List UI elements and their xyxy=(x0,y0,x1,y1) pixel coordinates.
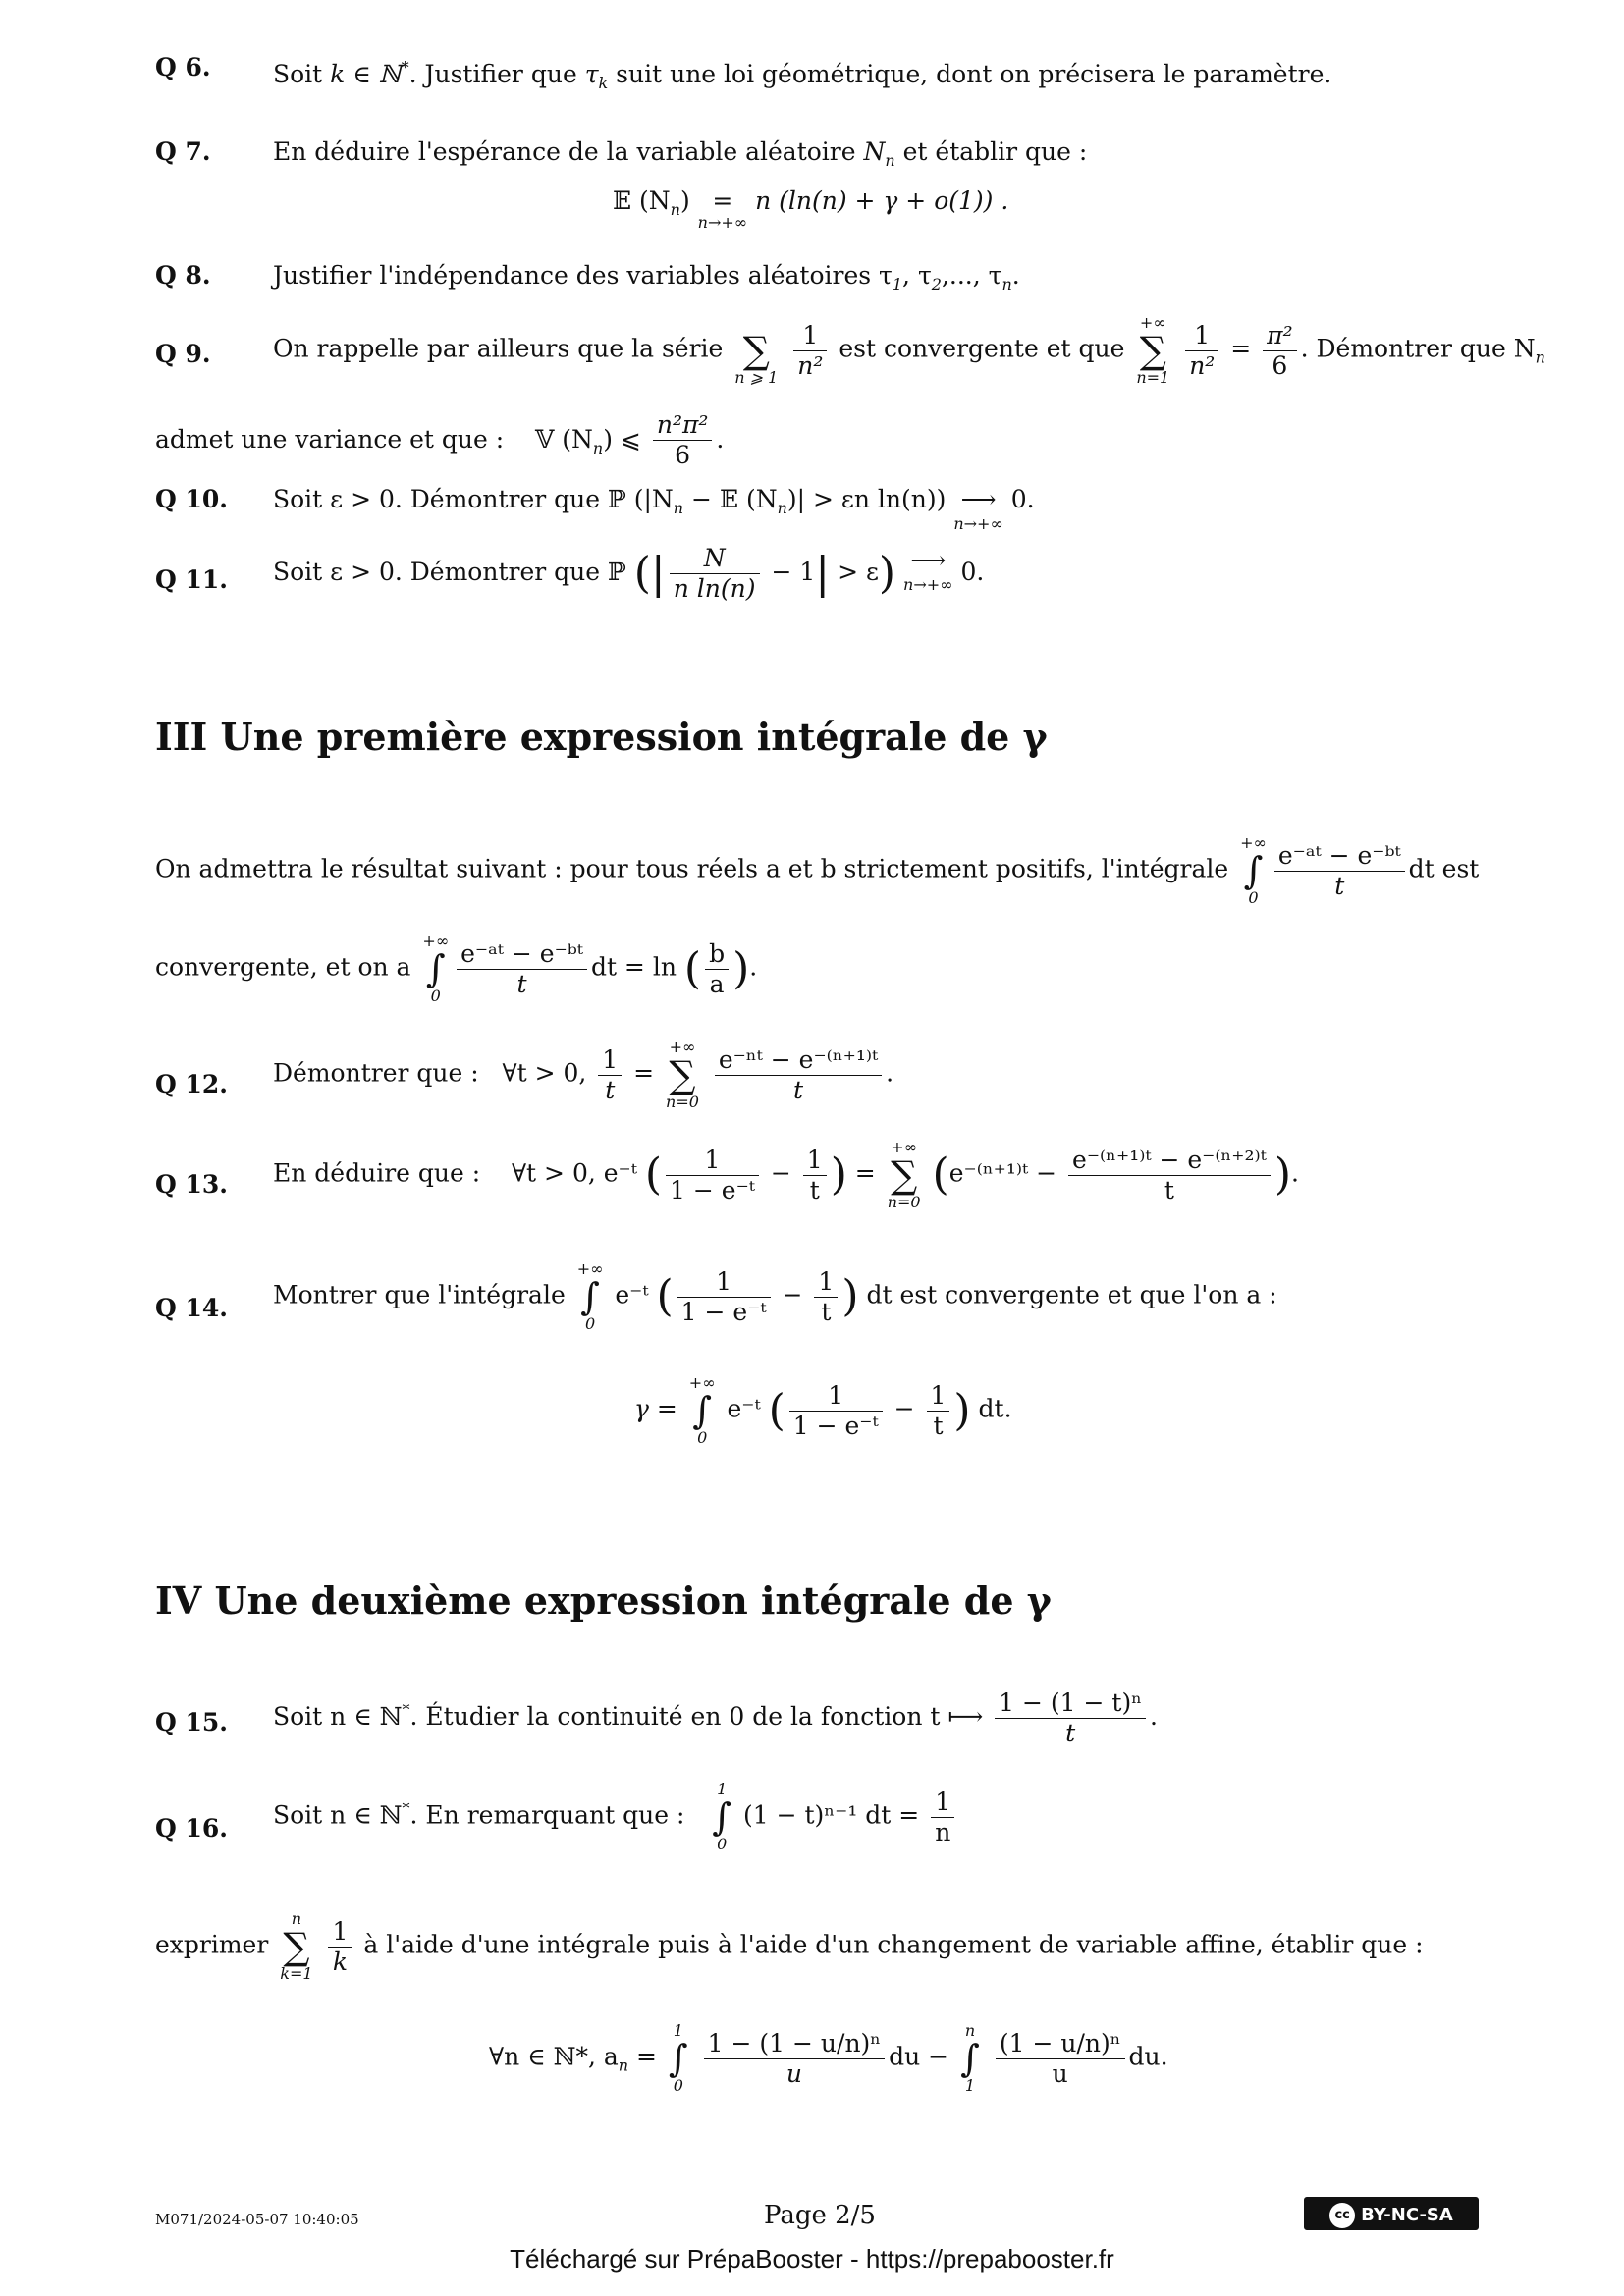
question-text: Soit n ∈ ℕ*. Étudier la continuité en 0 de la fonction t ⟼ $\frac{\text{1 − (1 − t)ⁿ}}{t}$ . xyxy=(273,1688,1158,1747)
question-text: Soit n ∈ ℕ*. En remarquant que : 1 ∫ 0 (1 − t)ⁿ⁻¹ dt = $\frac{1}{n}$ xyxy=(273,1781,958,1853)
question-label: Q 11. xyxy=(155,565,228,594)
question-text: Justifier l'indépendance des variables aléatoires $\tau_1$, $\tau_2$,..., $\tau_n$. xyxy=(273,261,1020,294)
creative-commons-icon: cc xyxy=(1329,2203,1355,2228)
section-title-3: III Une première expression intégrale de γ xyxy=(155,715,1048,759)
question-label: Q 8. xyxy=(155,261,211,290)
question-label: Q 13. xyxy=(155,1170,228,1199)
section-3-intro-line2: convergente, et on a +∞ ∫ 0 $\frac{\text{e⁻ᵃᵗ − e⁻ᵇᵗ}}{t}$ dt = ln ( $\frac{b}{a}$ ). xyxy=(155,932,758,1005)
question-text: En déduire que : ∀t > 0, e⁻ᵗ ( $\frac{1}{\text{1 − e⁻ᵗ}}$ − $\frac{1}{t}$ ) = +∞ ∑ n=0 (e⁻⁽ⁿ⁺¹⁾ᵗ − $\frac{\text{e⁻⁽ⁿ⁺¹⁾ᵗ − e⁻⁽ⁿ⁺²⁾ᵗ}}{t}$ ). xyxy=(273,1138,1299,1211)
question-text: On rappelle par ailleurs que la série ∑ n ⩾ 1 $\frac{1}{\text{n²}}$ est convergente et que +∞ ∑ n=1 $\frac{1}{\text{n²}}$ = $\frac{\text{π²}}{6}$ . Démontrer que $N_n$ xyxy=(273,313,1545,387)
question-text: Soit ε > 0. Démontrer que ℙ (| $\frac{N}{\text{n ln(n)}}$ − 1| > ε) ⟶ n→+∞ 0. xyxy=(273,544,985,603)
question-label: Q 14. xyxy=(155,1294,228,1322)
question-label: Q 16. xyxy=(155,1814,228,1842)
question-label: Q 7. xyxy=(155,137,211,166)
question-label: Q 6. xyxy=(155,53,211,81)
section-title-4: IV Une deuxième expression intégrale de γ xyxy=(155,1578,1052,1623)
question-text: Montrer que l'intégrale +∞ ∫ 0 e⁻ᵗ ( $\frac{1}{\text{1 − e⁻ᵗ}}$ − $\frac{1}{t}$ ) dt est convergente et que l'on a : xyxy=(273,1259,1277,1333)
question-label: Q 10. xyxy=(155,485,228,513)
question-label: Q 9. xyxy=(155,340,211,368)
section-3-intro: On admettra le résultat suivant : pour tous réels a et b strictement positifs, l'intégrale +∞ ∫ 0 $\frac{\text{e⁻ᵃᵗ − e⁻ᵇᵗ}}{t}$ dt est xyxy=(155,833,1480,907)
document-code: M071/2024-05-07 10:40:05 xyxy=(155,2211,359,2228)
question-16-line2: exprimer n ∑ k=1 $\frac{1}{k}$ à l'aide d'une intégrale puis à l'aide d'un changement de variable affine, établir que : xyxy=(155,1909,1424,1983)
question-label: Q 15. xyxy=(155,1708,228,1736)
question-text: Démontrer que : ∀t > 0, $\frac{1}{t}$ = +∞ ∑ n=0 $\frac{\text{e⁻ⁿᵗ − e⁻⁽ⁿ⁺¹⁾ᵗ}}{t}$ . xyxy=(273,1038,894,1111)
download-source-line: Téléchargé sur PrépaBooster - https://prepabooster.fr xyxy=(510,2244,1114,2273)
question-text: Soit ε > 0. Démontrer que ℙ ($|N_n$ − 𝔼 $(N_n)| > \varepsilon n$ ln(n)) ⟶ n→+∞ 0. xyxy=(273,485,1035,533)
question-text: En déduire l'espérance de la variable aléatoire $N_n$ et établir que : xyxy=(273,137,1088,170)
equation-esperance: 𝔼 $(N_n)$ = n→+∞ n (ln(n) + γ + o(1)) . xyxy=(613,187,1009,232)
equation-an: ∀n ∈ ℕ*, $a_n$ = 1 ∫ 0 $\frac{\text{1 − (1 − u/n)ⁿ}}{u}$ du − n ∫ 1 $\frac{\text{(1 − u/n)ⁿ}}{u}$ du. xyxy=(489,2021,1168,2095)
license-badge[interactable]: cc BY-NC-SA xyxy=(1304,2197,1479,2230)
equation-gamma-1: γ = +∞ ∫ 0 e⁻ᵗ ( $\frac{1}{\text{1 − e⁻ᵗ}}$ − $\frac{1}{t}$ ) dt. xyxy=(634,1373,1012,1447)
question-9-line2: admet une variance et que : 𝕍 $(N_n)$ ⩽ $\frac{\text{n²π²}}{6}$ . xyxy=(155,410,725,469)
question-text: Soit k ∈ ℕ*. Justifier que $\tau_k$ suit une loi géométrique, dont on précisera le paramètre. xyxy=(273,58,1332,92)
question-label: Q 12. xyxy=(155,1070,228,1098)
page-number: Page 2/5 xyxy=(764,2201,876,2230)
